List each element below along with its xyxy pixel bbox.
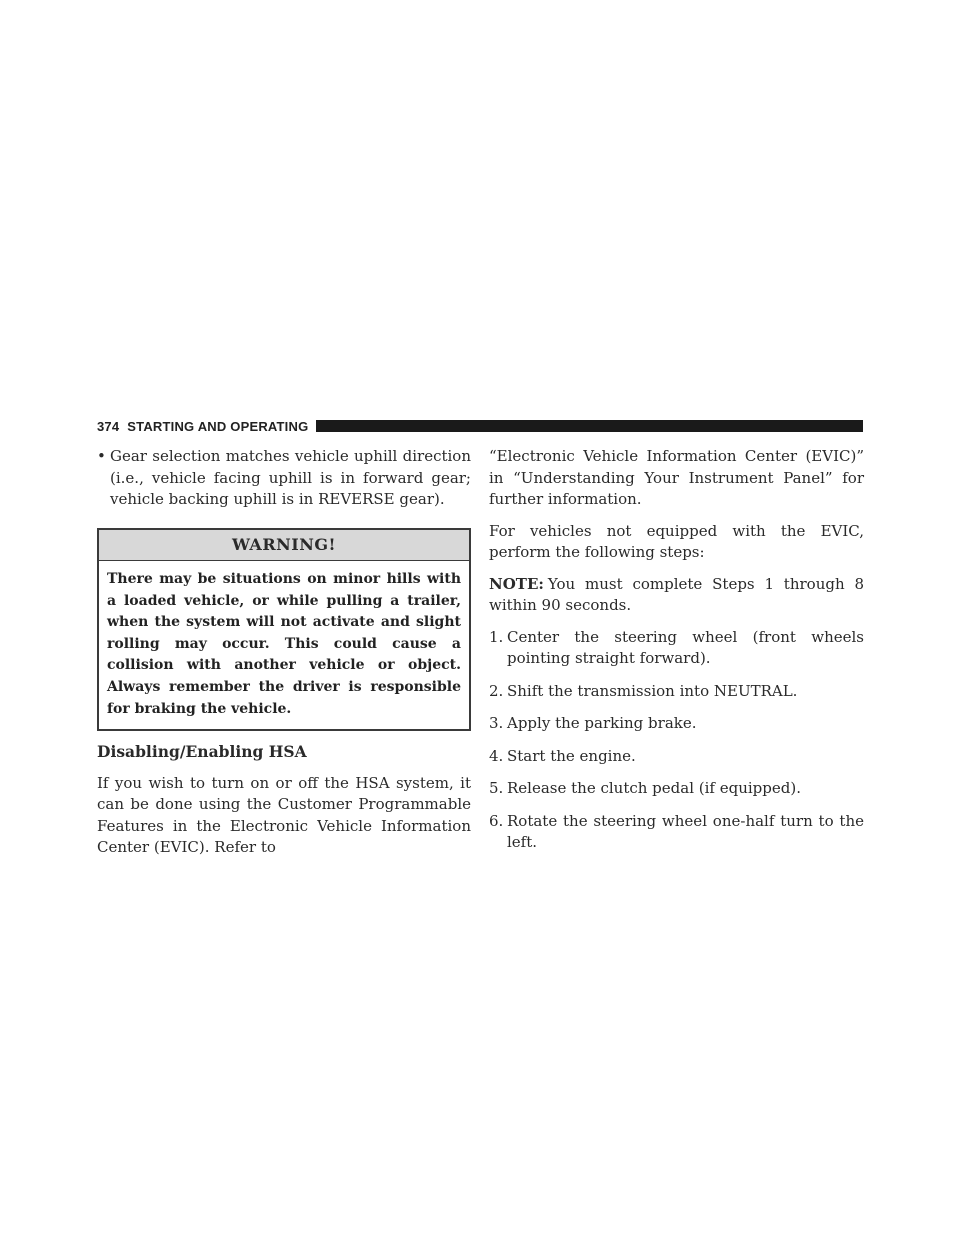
page-number: 374 bbox=[97, 418, 120, 434]
bullet-item bbox=[97, 446, 471, 511]
paragraph: If you wish to turn on or off the HSA system, it can be done using the Customer Programmable Features in the Electronic Vehicle Information Center (EVIC). Refer to bbox=[97, 773, 471, 857]
step-text: Apply the parking brake. bbox=[507, 714, 697, 732]
step-item bbox=[489, 778, 864, 800]
continuation-paragraph: “Electronic Vehicle Information Center (EVIC)” in “Understanding Your Instrument Panel” for further information. bbox=[489, 447, 864, 508]
right-column bbox=[489, 446, 864, 865]
step-number: 1. bbox=[489, 627, 504, 646]
step-text: Release the clutch pedal (if equipped). bbox=[507, 779, 801, 797]
step-text: Center the steering wheel (front wheels pointing straight forward). bbox=[507, 627, 864, 667]
step-number: 4. bbox=[489, 746, 504, 765]
step-item bbox=[489, 681, 864, 703]
step-number: 6. bbox=[489, 811, 504, 830]
note-text: You must complete Steps 1 through 8 within 90 seconds. bbox=[489, 574, 864, 614]
page-header bbox=[97, 419, 863, 433]
step-number: 5. bbox=[489, 779, 504, 797]
step-number: 2. bbox=[489, 681, 504, 700]
step-item bbox=[489, 627, 864, 670]
note-label: NOTE: bbox=[489, 574, 544, 593]
step-text: Shift the transmission into NEUTRAL. bbox=[507, 681, 798, 700]
step-item bbox=[489, 713, 864, 735]
section-title: STARTING AND OPERATING bbox=[127, 418, 309, 434]
step-text: Start the engine. bbox=[507, 746, 636, 765]
bullet-text: Gear selection matches vehicle uphill direction (i.e., vehicle facing uphill is in forward gear; vehicle backing uphill is in REVERSE gear). bbox=[110, 447, 471, 508]
subheading: Disabling/Enabling HSA bbox=[97, 742, 307, 762]
warning-box bbox=[97, 528, 471, 732]
step-item bbox=[489, 811, 864, 854]
warning-title: WARNING! bbox=[99, 530, 469, 562]
step-text: Rotate the steering wheel one-half turn to the left. bbox=[507, 811, 864, 851]
step-item bbox=[489, 746, 864, 768]
intro-paragraph: For vehicles not equipped with the EVIC, perform the following steps: bbox=[489, 521, 864, 561]
header-rule bbox=[316, 420, 863, 432]
warning-body: There may be situations on minor hills with a loaded vehicle, or while pulling a trailer, when the system will not activate and slight rolling may occur. This could cause a collision with another vehicle or object. Always remember the driver is responsible for braking the vehicle. bbox=[107, 571, 461, 717]
note bbox=[489, 574, 864, 617]
bullet-icon: • bbox=[97, 447, 106, 465]
step-number: 3. bbox=[489, 714, 504, 732]
left-column bbox=[97, 446, 471, 869]
